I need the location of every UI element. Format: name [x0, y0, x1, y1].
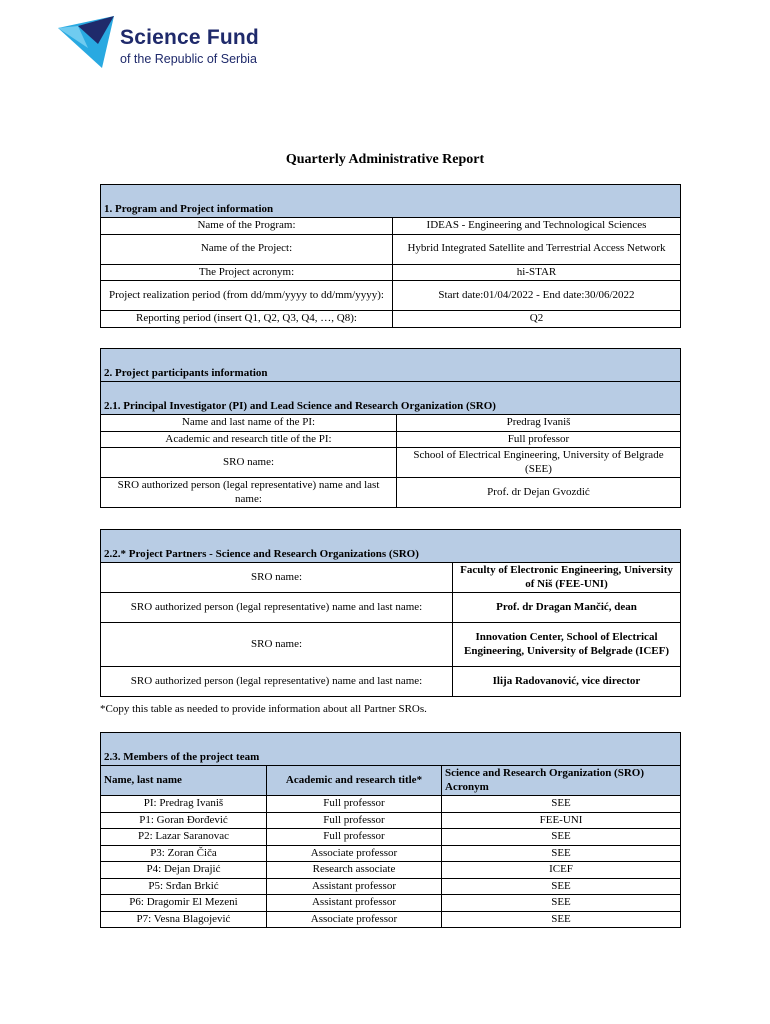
- table-cell: SEE: [442, 895, 681, 912]
- table-row: [101, 623, 681, 667]
- table-row: [101, 895, 681, 912]
- table-cell: Full professor: [267, 829, 442, 846]
- table-cell: P5: Srđan Brkić: [101, 878, 267, 895]
- subsection-heading: 2.3. Members of the project team: [101, 733, 681, 766]
- table-row: [101, 563, 681, 593]
- table-row: [101, 234, 681, 264]
- table-cell: Faculty of Electronic Engineering, University of Niš (FEE-UNI): [453, 563, 681, 593]
- table-cell: Predrag Ivaniš: [397, 415, 681, 432]
- table-cell: FEE-UNI: [442, 812, 681, 829]
- table-row: [101, 593, 681, 623]
- page-title: Quarterly Administrative Report: [285, 152, 485, 167]
- table-cell: Prof. dr Dejan Gvozdić: [397, 478, 681, 508]
- table-cell: SEE: [442, 878, 681, 895]
- table-row: [101, 862, 681, 879]
- table-row: [101, 845, 681, 862]
- logo-subtitle: of the Republic of Serbia: [120, 52, 257, 66]
- table-cell: IDEAS - Engineering and Technological Sciences: [393, 218, 681, 235]
- table-cell: Associate professor: [267, 911, 442, 928]
- table-cell: Assistant professor: [267, 895, 442, 912]
- table-cell: Full professor: [267, 812, 442, 829]
- table-cell: School of Electrical Engineering, University of Belgrade (SEE): [397, 448, 681, 478]
- table-cell: P3: Zoran Čiča: [101, 845, 267, 862]
- table-cell: ICEF: [442, 862, 681, 879]
- table-cell: Hybrid Integrated Satellite and Terrestrial Access Network: [393, 234, 681, 264]
- table-cell: Full professor: [397, 431, 681, 448]
- table-cell: SRO name:: [101, 448, 397, 478]
- project-partners-table: [100, 529, 681, 697]
- table-cell: Associate professor: [267, 845, 442, 862]
- table-cell: SRO authorized person (legal representative) name and last name:: [101, 667, 453, 697]
- table-cell: P6: Dragomir El Mezeni: [101, 895, 267, 912]
- table-cell: SRO name:: [101, 563, 453, 593]
- table-cell: hi-STAR: [393, 264, 681, 281]
- table-cell: SEE: [442, 796, 681, 813]
- table-row: [101, 812, 681, 829]
- table-cell: Q2: [393, 311, 681, 328]
- table-row: [101, 311, 681, 328]
- table-cell: PI: Predrag Ivaniš: [101, 796, 267, 813]
- table-cell: Research associate: [267, 862, 442, 879]
- table-row: [101, 667, 681, 697]
- table-cell: P1: Goran Đorđević: [101, 812, 267, 829]
- table-row: [101, 264, 681, 281]
- table-cell: Name and last name of the PI:: [101, 415, 397, 432]
- section-heading: 1. Program and Project information: [101, 185, 681, 218]
- table-cell: Prof. dr Dragan Mančić, dean: [453, 593, 681, 623]
- table-row: [101, 415, 681, 432]
- table-row: [101, 478, 681, 508]
- column-header: Academic and research title*: [267, 766, 442, 796]
- table-cell: P2: Lazar Saranovac: [101, 829, 267, 846]
- table-cell: Academic and research title of the PI:: [101, 431, 397, 448]
- table-row: [101, 829, 681, 846]
- table-cell: Project realization period (from dd/mm/yyyy to dd/mm/yyyy):: [101, 281, 393, 311]
- table-cell: SEE: [442, 911, 681, 928]
- table-cell: Full professor: [267, 796, 442, 813]
- table-cell: SEE: [442, 829, 681, 846]
- table-cell: P7: Vesna Blagojević: [101, 911, 267, 928]
- table-row: [101, 911, 681, 928]
- copy-table-note: *Copy this table as needed to provide information about all Partner SROs.: [100, 703, 427, 715]
- subsection-heading: 2.2.* Project Partners - Science and Research Organizations (SRO): [101, 530, 681, 563]
- table-row: [101, 218, 681, 235]
- table-cell: Start date:01/04/2022 - End date:30/06/2022: [393, 281, 681, 311]
- table-row: [101, 796, 681, 813]
- table-row: [101, 448, 681, 478]
- subsection-heading: 2.1. Principal Investigator (PI) and Lead Science and Research Organization (SRO): [101, 382, 681, 415]
- table-cell: SRO name:: [101, 623, 453, 667]
- team-members-table: [100, 732, 681, 928]
- table-cell: Ilija Radovanović, vice director: [453, 667, 681, 697]
- table-row: [101, 431, 681, 448]
- table-cell: P4: Dejan Drajić: [101, 862, 267, 879]
- table-cell: SRO authorized person (legal representative) name and last name:: [101, 593, 453, 623]
- table-cell: Name of the Program:: [101, 218, 393, 235]
- principal-investigator-table: [100, 348, 681, 508]
- column-header: Name, last name: [101, 766, 267, 796]
- science-fund-logo: [58, 14, 298, 72]
- table-row: [101, 281, 681, 311]
- logo-mark-icon: [58, 14, 118, 70]
- program-info-table: [100, 184, 681, 328]
- table-cell: Reporting period (insert Q1, Q2, Q3, Q4, …, Q8):: [101, 311, 393, 328]
- table-cell: Innovation Center, School of Electrical Engineering, University of Belgrade (ICEF): [453, 623, 681, 667]
- section-heading: 2. Project participants information: [101, 349, 681, 382]
- table-cell: SEE: [442, 845, 681, 862]
- table-cell: Name of the Project:: [101, 234, 393, 264]
- logo-title: Science Fund: [120, 26, 259, 49]
- column-header: Science and Research Organization (SRO) Acronym: [442, 766, 681, 796]
- table-row: [101, 878, 681, 895]
- table-cell: Assistant professor: [267, 878, 442, 895]
- table-cell: SRO authorized person (legal representative) name and last name:: [101, 478, 397, 508]
- table-cell: The Project acronym:: [101, 264, 393, 281]
